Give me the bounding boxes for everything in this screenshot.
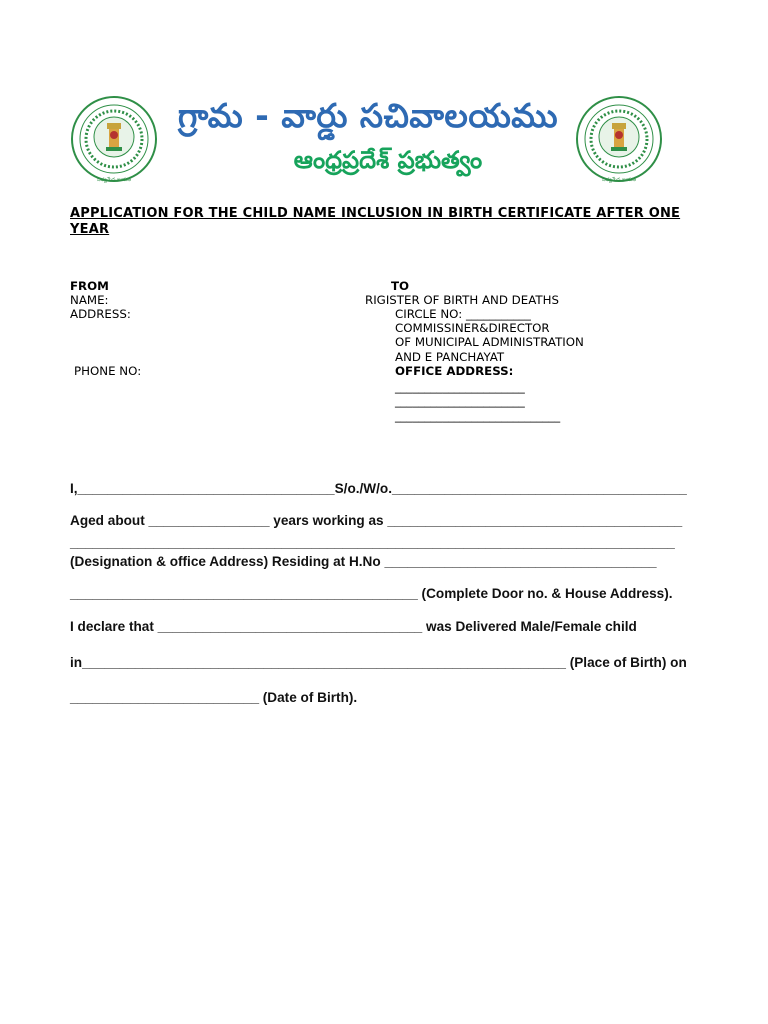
body-line-house-address: ______________________________________________ (Complete Door no. & House Address). xyxy=(70,586,673,601)
body-line-place-of-birth: in________________________________________________________________ (Place of Birth) on xyxy=(70,655,687,670)
banner-subtitle-telugu: ఆంధ్రప్రదేశ్ ప్రభుత్వం xyxy=(293,146,483,174)
body-line-residence: (Designation & office Address) Residing at H.No ____________________________________ xyxy=(70,554,657,569)
to-commissioner: COMMISSINER&DIRECTOR xyxy=(395,321,550,335)
office-address-blank-2: ______________________ xyxy=(395,394,525,408)
to-panchayat: AND E PANCHAYAT xyxy=(395,350,505,364)
from-name-label: NAME: xyxy=(70,293,109,307)
from-phone-label: PHONE NO: xyxy=(74,364,142,378)
emblem-caption-right: సత్యమేవ జయతే xyxy=(601,177,637,183)
body-line-blank: ________________________________________________________________________________ xyxy=(70,535,675,550)
body-line-date-of-birth: _________________________ (Date of Birth). xyxy=(70,690,358,705)
to-circle-no: CIRCLE NO: ___________ xyxy=(395,307,531,321)
to-municipal-admin: OF MUNICIPAL ADMINISTRATION xyxy=(395,335,584,349)
state-emblem-left xyxy=(70,95,158,187)
document-title: APPLICATION FOR THE CHILD NAME INCLUSION IN BIRTH CERTIFICATE AFTER ONE YEAR xyxy=(70,206,681,237)
from-label: FROM xyxy=(70,279,109,293)
office-address-blank-3: ____________________________ xyxy=(395,409,561,423)
body-line-applicant: I,__________________________________S/o./W/o._______________________________________ xyxy=(70,481,687,496)
to-label: TO xyxy=(391,279,410,293)
to-office-address-label: OFFICE ADDRESS: xyxy=(395,364,514,378)
to-registrar: RIGISTER OF BIRTH AND DEATHS xyxy=(365,293,559,307)
body-line-declaration: I declare that ___________________________________ was Delivered Male/Female child xyxy=(70,619,637,634)
body-line-age-work: Aged about ________________ years working as _______________________________________ xyxy=(70,513,683,528)
from-address-label: ADDRESS: xyxy=(70,307,131,321)
banner-title-telugu: గ్రామ - వార్డు సచివాలయము xyxy=(177,96,559,135)
office-address-blank-1: ______________________ xyxy=(395,380,525,394)
emblem-caption-left: సత్యమేవ జయతే xyxy=(96,177,132,183)
